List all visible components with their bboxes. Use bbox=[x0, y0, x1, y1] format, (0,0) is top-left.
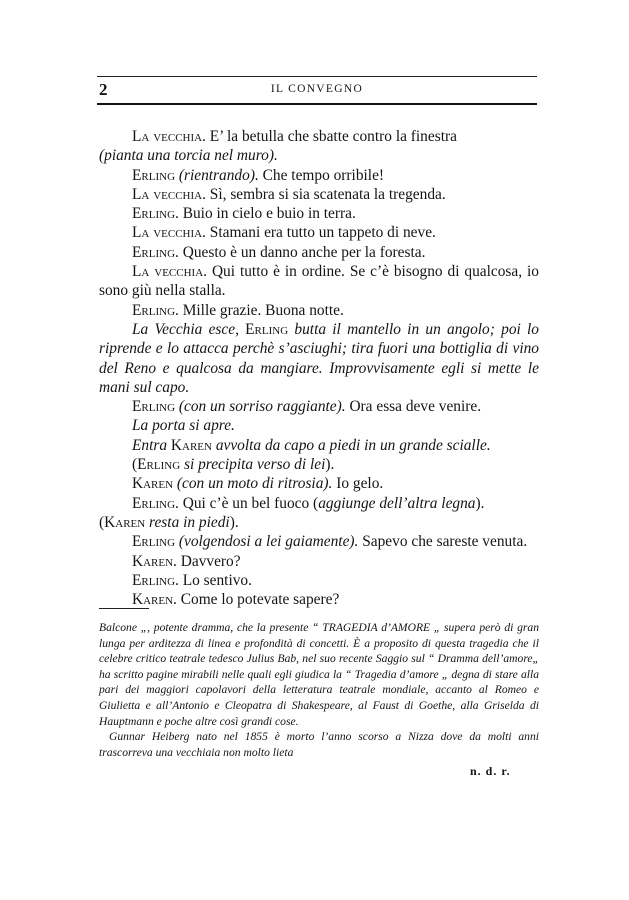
stage-direction: La Vecchia esce, Erling butta il mantello in un angolo; poi lo riprende e lo attacca perchè s’asciughi; tira fuori una bottiglia di vino del Reno e qualcosa da mangiare. Improvvisamente egli si mette le mani sul capo. bbox=[99, 320, 539, 396]
speech: Qui tutto è in ordine. Se c’è bisogno di qualcosa, io sono giù nella stalla. bbox=[99, 263, 539, 300]
speaker: Erling bbox=[132, 398, 176, 416]
stage-direction: aggiunge dell’altra legna bbox=[318, 494, 476, 512]
stage-direction: (pianta una torcia nel muro). bbox=[99, 147, 278, 165]
speaker: Erling bbox=[132, 533, 176, 551]
footnote-paragraph: Gunnar Heiberg nato nel 1855 è morto l’anno scorso a Nizza dove da molti anni trascorreva una vecchiaia non molto lieta bbox=[99, 730, 539, 759]
stage-direction: (Karen resta in piedi). bbox=[99, 513, 239, 531]
dialogue-line bbox=[99, 474, 539, 493]
footnote-paragraph: Balcone „, potente dramma, che la presente “ TRAGEDIA d’AMORE „ supera però di gran lunga per arditezza di linea e profondità di concetti. È a proposito di questa tragedia che il celebre critico teatrale tedesco Julius Bab, nel suo recente Saggio sul “ Dramma dell’amore„ ha scritto pagine mirabili nelle quali egli giudica la “ Tragedia d’amore „ degna di stare alla pari dei maggiori capolavori della letteratura teatrale mondiale, accanto al Romeo e Giulietta e all’Antonio e Cleopatra di Shakespeare, al Faust di Goethe, alla Griselda di Hauptmann e poche altre così grandi cose. bbox=[99, 621, 539, 728]
footnote bbox=[99, 620, 539, 760]
dialogue-line bbox=[99, 243, 539, 262]
speaker: Karen bbox=[132, 475, 174, 493]
speech: Davvero? bbox=[176, 552, 241, 570]
speech: Stamani era tutto un tappeto di neve. bbox=[205, 224, 436, 242]
dialogue-line bbox=[99, 204, 539, 223]
stage-direction: (con un sorriso raggiante). bbox=[175, 398, 346, 416]
speaker: Karen. bbox=[132, 591, 177, 609]
stage-direction: La porta si apre. bbox=[132, 417, 235, 435]
speech: Io gelo. bbox=[332, 475, 384, 493]
stage-direction: (con un moto di ritrosia). bbox=[173, 475, 333, 493]
speech: Come lo potevate sapere? bbox=[176, 591, 340, 609]
speaker: Erling bbox=[245, 320, 289, 338]
editorial-signature: n. d. r. bbox=[470, 764, 511, 778]
speech: Che tempo orribile! bbox=[258, 166, 385, 184]
play-text bbox=[99, 127, 539, 609]
dialogue-line bbox=[99, 185, 539, 204]
footnote-rule bbox=[99, 608, 149, 609]
dialogue-line bbox=[99, 166, 539, 185]
dialogue-line: Erling. Qui c’è un bel fuoco (aggiunge dell’altra legna). bbox=[132, 494, 485, 512]
speech: Buio in cielo e buio in terra. bbox=[178, 205, 356, 223]
stage-direction: (volgendosi a lei gaiamente). bbox=[175, 533, 359, 551]
page-number: 2 bbox=[99, 80, 108, 99]
speaker: Erling. bbox=[132, 571, 179, 589]
speech: Questo è un danno anche per la foresta. bbox=[178, 243, 426, 261]
speech: Sapevo che sareste venuta. bbox=[358, 533, 528, 551]
speaker: Erling. bbox=[132, 205, 179, 223]
speech: Ora essa deve venire. bbox=[345, 398, 482, 416]
speaker: Karen. bbox=[132, 552, 177, 570]
dialogue-line bbox=[99, 532, 539, 551]
dialogue-line bbox=[99, 301, 539, 320]
dialogue-line bbox=[99, 262, 539, 301]
speaker: La vecchia. bbox=[132, 224, 206, 242]
header-rule-bottom bbox=[97, 103, 537, 105]
speaker: Erling bbox=[132, 166, 176, 184]
speech: Mille grazie. Buona notte. bbox=[178, 301, 344, 319]
speech: Lo sentivo. bbox=[178, 571, 252, 589]
stage-direction: (rientrando). bbox=[175, 166, 259, 184]
speaker: La vecchia. bbox=[132, 128, 206, 145]
speaker: Erling. bbox=[132, 494, 179, 512]
speaker: Erling bbox=[137, 456, 181, 474]
stage-direction: Entra Karen avvolta da capo a piedi in un grande scialle. bbox=[132, 436, 491, 454]
speaker: Erling. bbox=[132, 301, 179, 319]
speech: Qui c’è un bel fuoco ( bbox=[178, 494, 319, 512]
dialogue-line bbox=[99, 571, 539, 590]
speech: E’ la betulla che sbatte contro la finestra bbox=[205, 128, 457, 145]
dialogue-line bbox=[99, 552, 539, 571]
speaker: Erling. bbox=[132, 243, 179, 261]
dialogue-line bbox=[99, 127, 539, 146]
dialogue-line bbox=[99, 397, 539, 416]
stage-direction: (Erling si precipita verso di lei). bbox=[132, 456, 335, 474]
page-header bbox=[97, 76, 537, 106]
speaker: Karen bbox=[170, 436, 212, 454]
speech: Sì, sembra si sia scatenata la tregenda. bbox=[205, 185, 446, 203]
dialogue-line bbox=[99, 223, 539, 242]
speaker: La vecchia. bbox=[132, 185, 206, 203]
running-title: IL CONVEGNO bbox=[270, 83, 364, 95]
header-rule-top bbox=[97, 76, 537, 77]
speaker: La vecchia. bbox=[132, 263, 208, 281]
dialogue-line bbox=[99, 590, 539, 609]
speaker: Karen bbox=[104, 513, 146, 531]
